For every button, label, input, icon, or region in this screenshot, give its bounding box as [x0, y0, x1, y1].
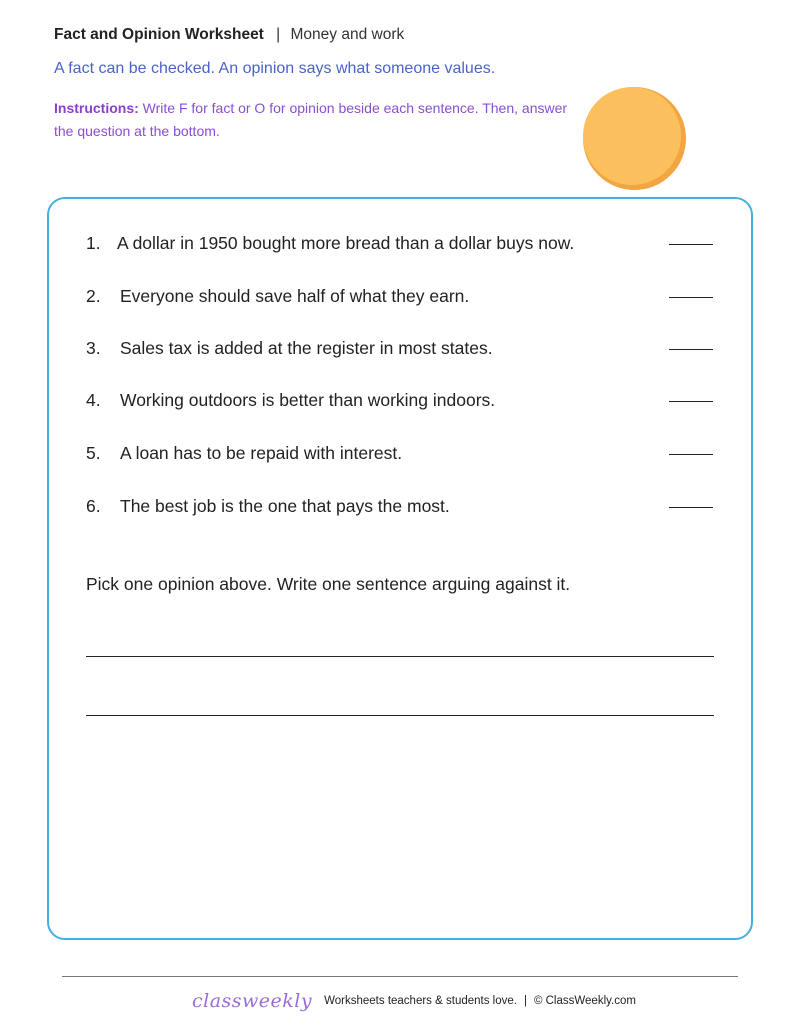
question-number: 5.	[86, 443, 101, 463]
brand-logo: classweekly	[192, 990, 313, 1012]
footer-copyright: © ClassWeekly.com	[533, 995, 636, 1007]
footer-divider	[62, 976, 738, 977]
answer-blank-1[interactable]	[669, 244, 713, 245]
writing-prompt: Pick one opinion above. Write one sentence arguing against it.	[86, 574, 571, 594]
question-number: 3.	[86, 338, 101, 358]
worksheet-header	[54, 26, 404, 44]
question-item-6	[86, 496, 716, 524]
worksheet-topic: Money and work	[290, 26, 405, 43]
question-number: 6.	[86, 496, 101, 516]
question-text: A loan has to be repaid with interest.	[120, 443, 403, 463]
footer-separator: |	[523, 995, 527, 1007]
instructions-label: Instructions:	[54, 100, 139, 116]
instructions	[54, 97, 584, 142]
question-item-3	[86, 338, 716, 366]
question-text: A dollar in 1950 bought more bread than a dollar buys now.	[117, 233, 575, 253]
instructions-text: Write F for fact or O for opinion beside each sentence. Then, answer the question at the bottom.	[54, 100, 568, 139]
answer-line-1[interactable]	[86, 656, 714, 657]
header-separator: |	[276, 26, 281, 43]
worksheet-subtitle: A fact can be checked. An opinion says what someone values.	[54, 60, 496, 77]
question-number: 4.	[86, 390, 101, 410]
question-number: 1.	[86, 233, 101, 253]
answer-blank-6[interactable]	[669, 507, 713, 508]
answer-blank-3[interactable]	[669, 349, 713, 350]
question-text: Everyone should save half of what they earn.	[120, 286, 470, 306]
answer-blank-4[interactable]	[669, 401, 713, 402]
question-item-4	[86, 390, 716, 418]
question-text: Working outdoors is better than working indoors.	[120, 390, 496, 410]
worksheet-title: Fact and Opinion Worksheet	[54, 26, 264, 43]
question-item-2	[86, 286, 716, 314]
question-text: The best job is the one that pays the most.	[120, 496, 450, 516]
answer-blank-2[interactable]	[669, 297, 713, 298]
sun-highlight	[583, 87, 681, 185]
footer	[192, 988, 636, 1014]
question-text: Sales tax is added at the register in most states.	[120, 338, 493, 358]
question-number: 2.	[86, 286, 101, 306]
answer-blank-5[interactable]	[669, 454, 713, 455]
sun-decoration-icon	[583, 87, 686, 190]
question-item-1	[86, 233, 716, 261]
answer-line-2[interactable]	[86, 715, 714, 716]
footer-tagline: Worksheets teachers & students love.	[324, 995, 517, 1007]
question-item-5	[86, 443, 716, 471]
